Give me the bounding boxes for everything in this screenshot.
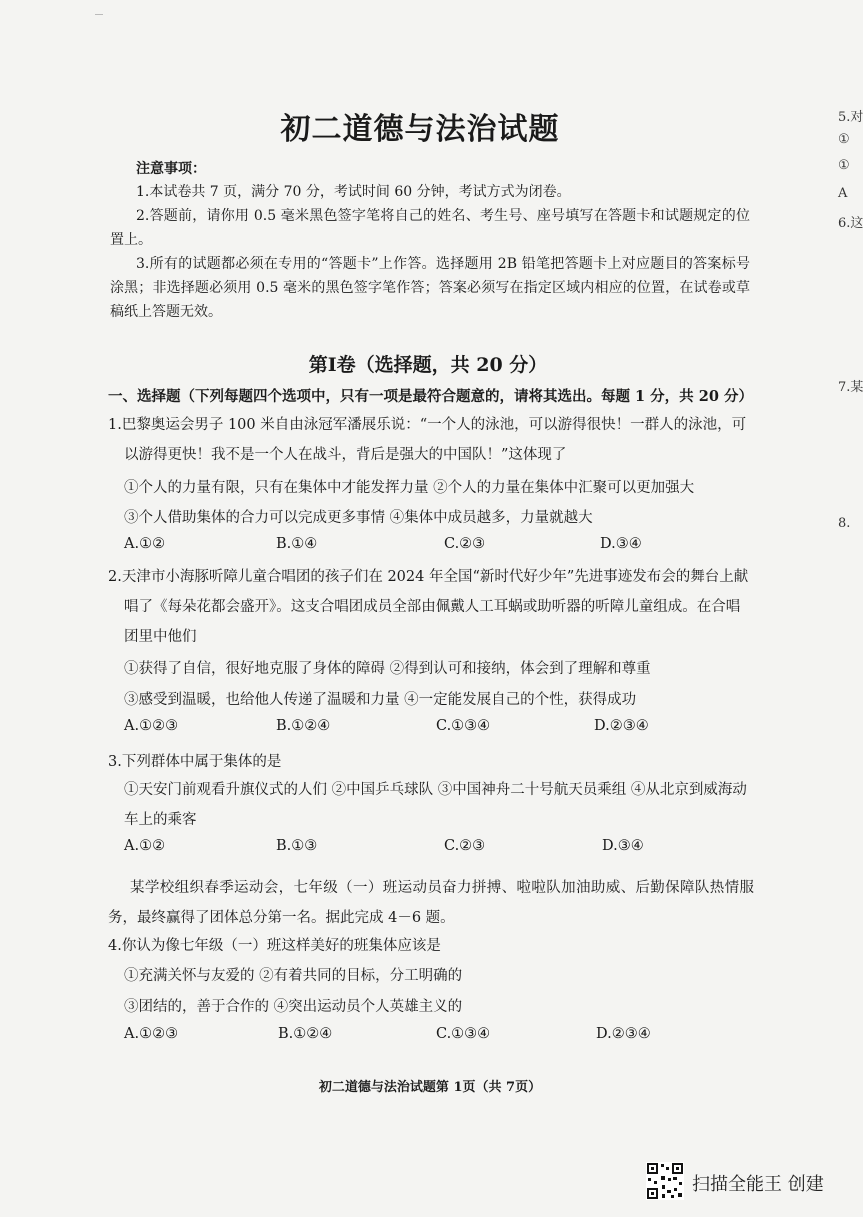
qr-code-icon (646, 1162, 684, 1200)
option-d: D.②③④ (596, 1026, 651, 1042)
edge-fragment: 5.对 (838, 110, 863, 125)
scan-speck (95, 14, 103, 15)
scanner-watermark: 扫描全能王 创建 (692, 1174, 824, 1195)
question-3-statement-line: ①天安门前观看升旗仪式的人们 ②中国乒乓球队 ③中国神舟二十号航天员乘组 ④从北京到威海动车上的乘客 (124, 782, 747, 828)
option-c: C.②③ (444, 536, 486, 552)
option-c: C.②③ (444, 838, 486, 854)
question-1-statement-line: ③个人借助集体的合力可以完成更多事情 ④集体中成员越多，力量就越大 (124, 510, 593, 526)
edge-fragment: 8. (838, 516, 851, 531)
notice-item-3: 3.所有的试题都必须在专用的“答题卡”上作答。选择题用 2B 铅笔把答题卡上对应题目的答案标号涂黑；非选择题必须用 0.5 毫米的黑色签字笔作答；答案必须写在指定区域内相应的位置，在试卷或草稿纸上答题无效。 (110, 256, 750, 320)
page-title: 初二道德与法治试题 (280, 112, 560, 147)
option-b: B.①②④ (276, 718, 331, 734)
option-a: A.①② (124, 536, 166, 552)
question-1-statement-line: ①个人的力量有限，只有在集体中才能发挥力量 ②个人的力量在集体中汇聚可以更加强大 (124, 480, 695, 496)
option-a: A.①②③ (124, 1026, 179, 1042)
question-2-statement-line: ③感受到温暖，也给他人传递了温暖和力量 ④一定能发展自己的个性，获得成功 (124, 692, 637, 708)
option-b: B.①④ (276, 536, 318, 552)
section-instruction: 一、选择题（下列每题四个选项中，只有一项是最符合题意的，请将其选出。每题 1 分，共 20 分） (108, 388, 753, 405)
question-4-statement-line: ①充满关怀与友爱的 ②有着共同的目标，分工明确的 (124, 968, 463, 984)
question-4-stem: 4.你认为像七年级（一）班这样美好的班集体应该是 (108, 938, 441, 954)
question-1-stem: 1.巴黎奥运会男子 100 米自由泳冠军潘展乐说：“一个人的泳池，可以游得很快！一群人的泳池，可以游得更快！我不是一个人在战斗，背后是强大的中国队！”这体现了 (108, 417, 747, 463)
question-3-stem: 3.下列群体中属于集体的是 (108, 754, 282, 770)
material-passage: 某学校组织春季运动会，七年级（一）班运动员奋力拼搏、啦啦队加油助威、后勤保障队热情服务，最终赢得了团体总分第一名。据此完成 4－6 题。 (108, 880, 754, 926)
option-c: C.①③④ (436, 1026, 491, 1042)
edge-fragment: ① (838, 132, 850, 147)
question-4-options (124, 1026, 764, 1056)
notice-heading: 注意事项： (136, 161, 206, 177)
edge-fragment: 6.这 (838, 216, 863, 231)
question-1 (108, 410, 754, 470)
page-footer: 初二道德与法治试题第 1页（共 7页） (318, 1080, 542, 1095)
option-d: D.③④ (600, 536, 642, 552)
edge-fragment: 7.某 (838, 380, 863, 395)
question-2-options (124, 718, 764, 748)
section-title: 第Ⅰ卷（选择题，共 20 分） (308, 354, 548, 376)
question-2-stem: 2.天津市小海豚听障儿童合唱团的孩子们在 2024 年全国“新时代好少年”先进事迹发布会的舞台上献唱了《每朵花都会盛开》。这支合唱团成员全部由佩戴人工耳蜗或助听器的听障儿童组成。在合唱团里中他们 (108, 569, 749, 645)
option-d: D.②③④ (594, 718, 649, 734)
option-b: B.①②④ (278, 1026, 333, 1042)
edge-fragment: A (838, 186, 848, 201)
notice-item-1: 1.本试卷共 7 页，满分 70 分，考试时间 60 分钟，考试方式为闭卷。 (136, 184, 571, 200)
option-a: A.①②③ (124, 718, 179, 734)
question-3-statement-block (124, 775, 754, 835)
notice-item-2: 2.答题前，请你用 0.5 毫米黑色签字笔将自己的姓名、考生号、座号填写在答题卡和试题规定的位置上。 (110, 208, 750, 248)
option-a: A.①② (124, 838, 166, 854)
option-c: C.①③④ (436, 718, 491, 734)
option-b: B.①③ (276, 838, 318, 854)
question-4-statement-line: ③团结的，善于合作的 ④突出运动员个人英雄主义的 (124, 999, 463, 1015)
question-2 (108, 562, 754, 652)
question-2-statement-line: ①获得了自信，很好地克服了身体的障碍 ②得到认可和接纳，体会到了理解和尊重 (124, 661, 651, 677)
edge-fragment: ① (838, 158, 850, 173)
question-3-options (124, 838, 764, 868)
option-d: D.③④ (602, 838, 644, 854)
